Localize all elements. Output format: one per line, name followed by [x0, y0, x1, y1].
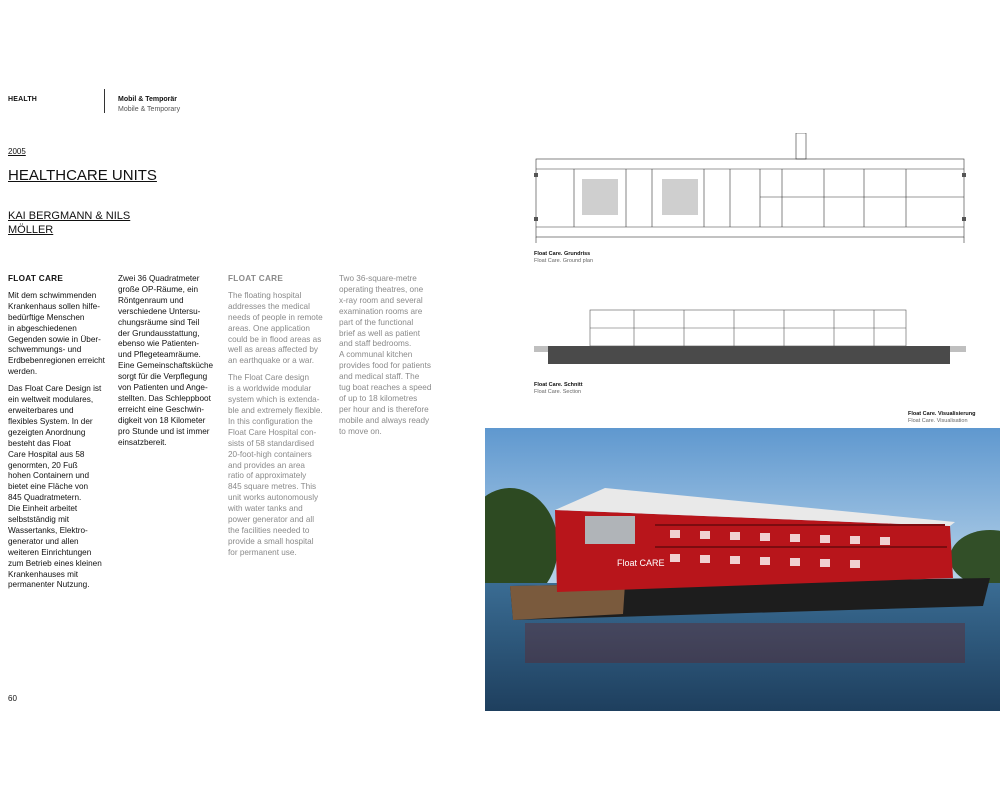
heading-en: FLOAT CARE: [228, 274, 284, 283]
boat-label: Float CARE: [617, 558, 665, 568]
caption-plan-en: Float Care. Ground plan: [534, 258, 594, 264]
caption-section: [534, 382, 583, 396]
paragraph-en-2: The Float Care design is a worldwide modular system which is extenda- ble and extremely flexible. In this configuration the Float Care Hospital con- sists of 58 standardised 20-foot-high containers and provides an area ratio of approximately 845 square metres. This unit works autonomously with water tanks and power generator and all the facilities needed to provide a small hospital for permanent use.: [228, 373, 323, 557]
project-authors: KAI BERGMANN & NILS MÖLLER: [8, 210, 131, 236]
project-year: 2005: [8, 147, 26, 156]
caption-visual: [908, 411, 975, 425]
text-column-de-1: [8, 274, 108, 597]
heading-de: FLOAT CARE: [8, 274, 64, 283]
paragraph-en-1: The floating hospital addresses the medical needs of people in remote areas. One application could be in flood areas as well as areas affected by an earthquake or a war.: [228, 290, 323, 366]
paragraph-en-3: Two 36-square-metre operating theatres, one x-ray room and several examination rooms are part of the functional brief as well as patient and staff bedrooms. A communal kitchen provides food for patients and medical staff. The tug boat reaches a speed of up to 18 kilometres per hour and is therefore mobile and always ready to move on.: [339, 274, 432, 436]
text-column-en-1: [228, 274, 332, 565]
caption-section-de: Float Care. Schnitt: [534, 382, 583, 388]
caption-visual-en: Float Care. Visualisation: [908, 418, 968, 424]
caption-plan: [534, 251, 593, 265]
paragraph-de-3: Zwei 36 Quadratmeter große OP-Räume, ein Röntgenraum und verschiedene Untersu- chungsräume sind Teil der Grundausstattung, ebenso wie Patienten- und Pflegeteamräume. Eine Gemeinschaftsküche sorgt für die Verpflegung von Patienten und Ange- stellten. Das Schleppboot erreicht eine Geschwin- digkeit von 18 Kilometer pro Stunde und ist immer einsatzbereit.: [118, 274, 214, 447]
section-tag: HEALTH: [8, 96, 38, 103]
header-subtitle-de: Mobil & Temporär: [118, 96, 177, 103]
page-number: 60: [8, 694, 17, 703]
paragraph-de-2: Das Float Care Design ist ein weltweit modulares, erweiterbares und flexibles System. In der gezeigten Anordnung besteht das Float Care Hospital aus 58 genormten, 20 Fuß hohen Containern und bietet eine Fläche von 845 Quadratmetern. Die Einheit arbeitet selbstständig mit Wassertanks, Elektro- generator und allen weiteren Einrichtungen zum Betrieb eines kleinen Krankenhauses mit permanenter Nutzung.: [8, 384, 102, 590]
header-subtitle-en: Mobile & Temporary: [118, 106, 181, 113]
text-column-de-2: [118, 274, 218, 455]
caption-section-en: Float Care. Section: [534, 389, 582, 395]
section-drawing: [534, 302, 966, 374]
paragraph-de-1: Mit dem schwimmenden Krankenhaus sollen hilfe- bedürftige Menschen in abgeschiedenen Gegenden sowie in Über- schwemmungs- und Erdbebenregionen erreicht werden.: [8, 290, 105, 377]
header-divider: [104, 89, 105, 113]
caption-plan-de: Float Care. Grundriss: [534, 251, 591, 257]
text-column-en-2: [339, 274, 443, 444]
floating-hospital-visualisation: [485, 428, 1000, 711]
caption-visual-de: Float Care. Visualisierung: [908, 411, 976, 417]
floor-plan-drawing: [534, 133, 966, 245]
project-title: HEALTHCARE UNITS: [8, 167, 157, 184]
